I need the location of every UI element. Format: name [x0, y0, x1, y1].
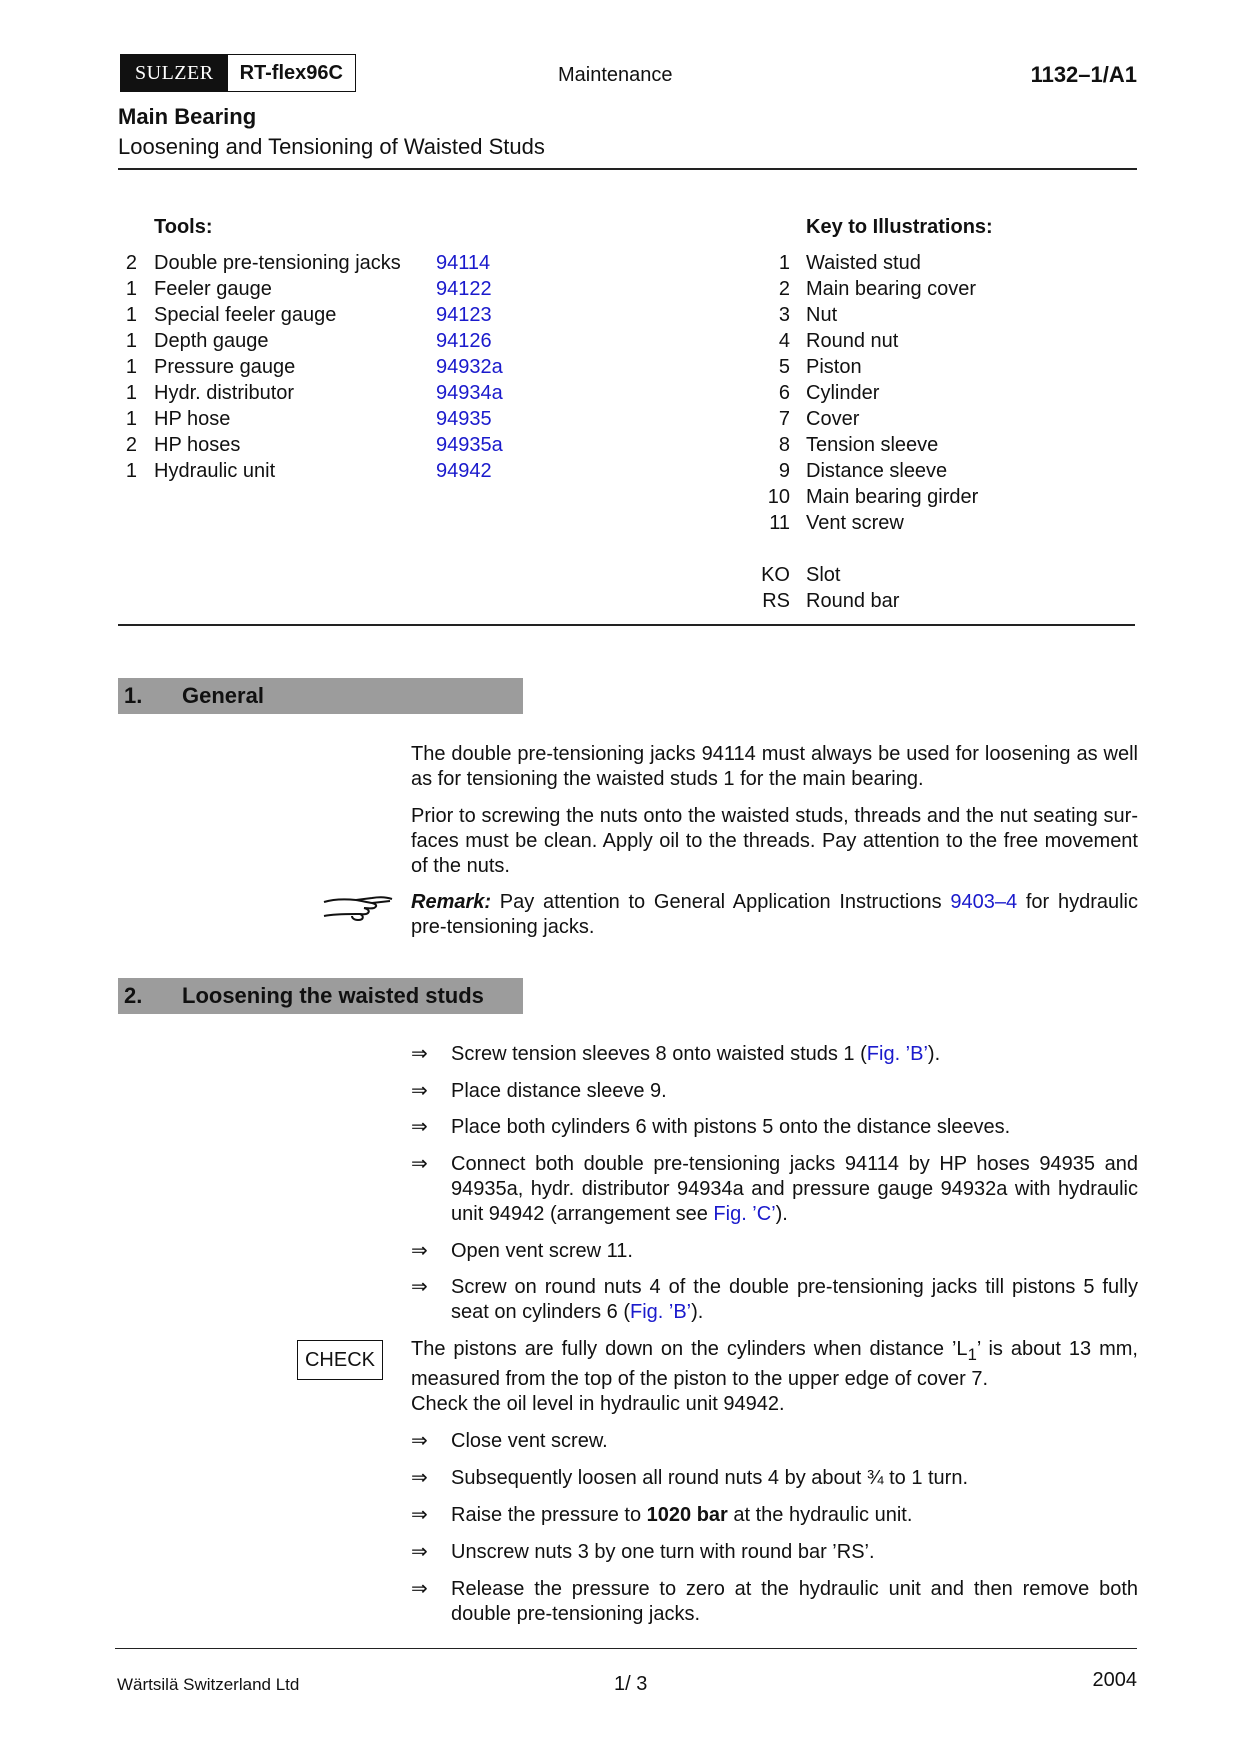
- key-name: Tension sleeve: [806, 434, 939, 456]
- arrow-icon: ⇒: [411, 1043, 428, 1065]
- remark-reference-link[interactable]: 9403–4: [950, 891, 1018, 913]
- tool-name: Special feeler gauge: [154, 304, 337, 326]
- arrow-icon: ⇒: [411, 1240, 428, 1262]
- key-number: 9: [778, 460, 790, 482]
- key-name: Piston: [806, 356, 862, 378]
- key-number: 1: [778, 252, 790, 274]
- brand-logo: [120, 54, 356, 92]
- key-name: Vent screw: [806, 512, 904, 534]
- tool-number-link[interactable]: 94123: [436, 304, 492, 326]
- tool-name: Depth gauge: [154, 330, 269, 352]
- key-name: Cover: [806, 408, 860, 430]
- step-text: at the hydraulic unit.: [727, 1504, 913, 1526]
- key-name: Waisted stud: [806, 252, 921, 274]
- check-badge: CHECK: [297, 1340, 383, 1380]
- tool-name: Pressure gauge: [154, 356, 296, 378]
- arrow-icon: ⇒: [411, 1116, 428, 1138]
- tool-qty: 1: [125, 408, 137, 430]
- key-number: 3: [778, 304, 790, 326]
- fig-b-link[interactable]: Fig. ’B’: [629, 1301, 692, 1323]
- section-heading-loosening: [118, 978, 523, 1014]
- key-name: Slot: [806, 564, 841, 586]
- tool-qty: 1: [125, 382, 137, 404]
- key-name: Cylinder: [806, 382, 880, 404]
- arrow-icon: ⇒: [411, 1153, 428, 1175]
- step-text: ).: [691, 1301, 704, 1323]
- arrow-icon: ⇒: [411, 1080, 428, 1102]
- header-section: Maintenance: [558, 64, 673, 86]
- key-name: Distance sleeve: [806, 460, 948, 482]
- page-number: 1/ 3: [614, 1673, 648, 1695]
- key-number: 11: [769, 512, 790, 534]
- key-number: 6: [778, 382, 790, 404]
- arrow-icon: ⇒: [411, 1467, 428, 1489]
- key-name: Round bar: [806, 590, 900, 612]
- footer-company: Wärtsilä Switzerland Ltd: [117, 1675, 300, 1694]
- remark-label: Remark:: [411, 891, 492, 913]
- key-name: Round nut: [806, 330, 899, 352]
- tool-qty: 1: [125, 356, 137, 378]
- tool-qty: 1: [125, 278, 137, 300]
- arrow-icon: ⇒: [411, 1578, 428, 1600]
- logo-brand: SULZER: [121, 55, 228, 91]
- tool-qty: 2: [125, 434, 137, 456]
- fig-b-link[interactable]: Fig. ’B’: [866, 1043, 928, 1065]
- section-number: 2.: [124, 983, 143, 1008]
- key-name: Nut: [806, 304, 838, 326]
- section-number: 1.: [124, 683, 143, 708]
- remark-text-a: Pay attention to General Application Instructions: [491, 891, 951, 913]
- pointing-hand-icon: [322, 890, 394, 926]
- arrow-icon: ⇒: [411, 1541, 428, 1563]
- doc-number: 1132–1/A1: [1030, 62, 1137, 87]
- key-number: 10: [767, 486, 790, 508]
- tool-number-link[interactable]: 94942: [436, 460, 492, 482]
- key-number: 2: [778, 278, 790, 300]
- header-divider: [118, 168, 1137, 170]
- key-name: Main bearing girder: [806, 486, 979, 508]
- tool-qty: 1: [125, 460, 137, 482]
- tool-number-link[interactable]: 94126: [436, 330, 492, 352]
- step-text: ).: [927, 1043, 941, 1065]
- arrow-icon: ⇒: [411, 1430, 428, 1452]
- check-text-a: The pistons are fully down on the cylinders when distance ’L: [411, 1338, 968, 1360]
- check-paragraph: [411, 1337, 1138, 1417]
- step-text: Place both cylinders 6 with pistons 5 onto the distance sleeves.: [451, 1116, 1011, 1138]
- tool-name: Double pre-tensioning jacks: [154, 252, 401, 274]
- tool-name: Feeler gauge: [154, 278, 272, 300]
- step-text: Connect both double pre-tensioning jacks 94114 by HP hoses 94935 and 94935a, hydr. distributor 94934a and pressure gauge 94932a with hydraulic unit 94942 (arrangement see: [451, 1153, 1138, 1225]
- step-text: Screw tension sleeves 8 onto waisted studs 1 (: [451, 1043, 867, 1065]
- key-number: 7: [778, 408, 790, 430]
- step-text: Subsequently loosen all round nuts 4 by about ¾ to 1 turn.: [451, 1467, 969, 1489]
- page-subtitle: Loosening and Tensioning of Waisted Studs: [118, 134, 545, 159]
- tool-name: HP hoses: [154, 434, 241, 456]
- key-number: KO: [761, 564, 790, 586]
- tool-qty: 1: [125, 330, 137, 352]
- section-heading-general: [118, 678, 523, 714]
- tool-name: HP hose: [154, 408, 231, 430]
- footer-year: 2004: [1092, 1669, 1137, 1691]
- tools-heading: Tools:: [154, 216, 213, 238]
- tool-name: Hydr. distributor: [154, 382, 295, 404]
- section-title: General: [182, 683, 264, 708]
- check-text-b: ’ is about 13 mm, measured from the top of the piston to the upper edge of cover 7.: [411, 1338, 1138, 1390]
- step-text: ).: [775, 1203, 788, 1225]
- step-text: Release the pressure to zero at the hydraulic unit and then remove both double pre-tensioning jacks.: [451, 1578, 1138, 1625]
- tool-number-link[interactable]: 94935a: [436, 434, 503, 456]
- key-number: RS: [762, 590, 790, 612]
- step-text: Close vent screw.: [451, 1430, 608, 1452]
- step-text: Raise the pressure to: [451, 1504, 647, 1526]
- check-text-c: Check the oil level in hydraulic unit 94942.: [411, 1393, 785, 1415]
- page-title: Main Bearing: [118, 104, 257, 129]
- tool-number-link[interactable]: 94932a: [436, 356, 503, 378]
- step-text: Place distance sleeve 9.: [451, 1080, 667, 1102]
- step-text: Screw on round nuts 4 of the double pre-tensioning jacks till pistons 5 fully seat on cylinders 6 (: [451, 1276, 1138, 1323]
- tool-number-link[interactable]: 94934a: [436, 382, 503, 404]
- lists-divider: [118, 624, 1135, 626]
- general-paragraph-1: The double pre-tensioning jacks 94114 must always be used for loosening as well as for tensioning the waisted studs 1 for the main bearing.: [411, 743, 1138, 790]
- tool-qty: 2: [125, 252, 137, 274]
- key-number: 4: [778, 330, 790, 352]
- footer-divider: [115, 1648, 1137, 1649]
- step-text: Unscrew nuts 3 by one turn with round bar ’RS’.: [451, 1541, 875, 1563]
- tool-number-link[interactable]: 94122: [436, 278, 492, 300]
- key-number: 8: [778, 434, 790, 456]
- arrow-icon: ⇒: [411, 1276, 428, 1298]
- step-text: Open vent screw 11.: [451, 1240, 633, 1262]
- key-heading: Key to Illustrations:: [806, 216, 993, 238]
- logo-model: RT-flex96C: [228, 55, 355, 91]
- arrow-icon: ⇒: [411, 1504, 428, 1526]
- fig-c-link[interactable]: Fig. ’C’: [713, 1203, 776, 1225]
- tool-number-link[interactable]: 94935: [436, 408, 492, 430]
- remark-paragraph: [411, 890, 1138, 940]
- general-paragraph-2: Prior to screwing the nuts onto the waisted studs, threads and the nut seating sur-faces must be clean. Apply oil to the threads. Pay attention to the free movement of the nuts.: [411, 805, 1138, 877]
- key-number: 5: [778, 356, 790, 378]
- tool-qty: 1: [125, 304, 137, 326]
- tool-number-link[interactable]: 94114: [436, 252, 491, 274]
- tool-name: Hydraulic unit: [154, 460, 276, 482]
- check-subscript: 1: [967, 1345, 977, 1364]
- pressure-value: 1020 bar: [646, 1504, 728, 1526]
- remark-text-b: for hydraulic pre-tensioning jacks.: [411, 891, 1138, 938]
- key-name: Main bearing cover: [806, 278, 977, 300]
- section-title: Loosening the waisted studs: [182, 983, 484, 1008]
